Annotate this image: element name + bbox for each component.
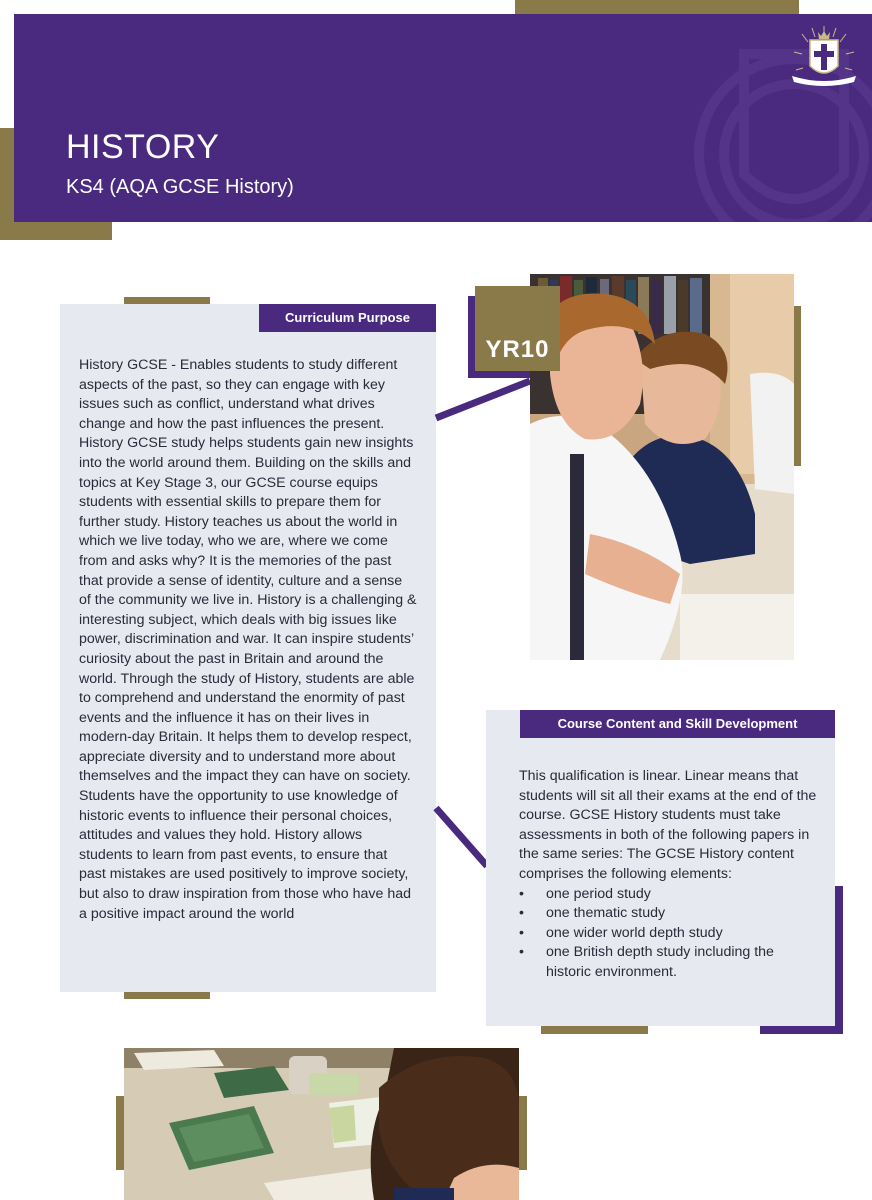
page-subtitle: KS4 (AQA GCSE History) (66, 176, 294, 198)
photo2-gold-accent-right (519, 1096, 527, 1170)
list-item: • one period study (519, 885, 817, 905)
course-intro: This qualification is linear. Linear means that students will sit all their exams at the end of the course. GCSE History students must take assessments in both of the following papers in the same series: The GCSE History content comprises the following elements: (519, 768, 817, 882)
top-gold-bar (515, 0, 799, 14)
curriculum-body: History GCSE - Enables students to study different aspects of the past, so they can engage with key issues such as conflict, understand what drives change and how the past influences the present. History GCSE study helps students gain new insights into the world around them. Building on the skills and topics at Key Stage 3, our GCSE course equips students with essential skills to prepare them for further study. History teaches us about the world in which we live today, who we are, where we come from and asks why? It is the memories of the past that provide a sense of identity, culture and a sense of the community we live in. History is a challenging & interesting subject, which deals with big issues like power, discrimination and war. It can inspire students’ curiosity about the past in Britain and around the world. Through the study of History, students are able to comprehend and understand the enormity of past events and the influence it has on their lives in modern-day Britain. It helps them to develop respect, appreciate diversity and to understand more about themselves and the impact they can have on society. Students have the opportunity to use knowledge of historic events to influence their personal choices, attitudes and values they hold. History allows students to learn from past events, to ensure that past mistakes are used positively to improve society, but also to draw inspiration from those who have had a positive impact around the world (79, 357, 417, 922)
photo2-gold-accent-left (116, 1096, 124, 1170)
desk-books-photo (124, 1048, 519, 1200)
course-body (519, 767, 817, 983)
students-classroom-photo (530, 274, 794, 660)
school-crest-logo (788, 22, 860, 94)
list-item: • one thematic study (519, 904, 817, 924)
course-heading: Course Content and Skill Development (520, 710, 835, 738)
course-purple-accent-bottom (760, 1026, 843, 1034)
curriculum-heading: Curriculum Purpose (259, 304, 436, 332)
course-elements-list (519, 885, 817, 983)
list-item: • one British depth study including the historic environment. (519, 943, 817, 982)
photo1-gold-accent-right (794, 306, 801, 466)
course-purple-accent-right (835, 886, 843, 1034)
curriculum-gold-accent-bottom (124, 992, 210, 999)
curriculum-gold-accent-top (124, 297, 210, 304)
year-badge (475, 286, 560, 371)
page-title: HISTORY (66, 128, 220, 166)
year-badge-label: YR10 (485, 336, 550, 363)
list-item: • one wider world depth study (519, 924, 817, 944)
photo1-purple-accent-bottom (468, 370, 530, 378)
course-gold-accent-bottom (541, 1026, 648, 1034)
